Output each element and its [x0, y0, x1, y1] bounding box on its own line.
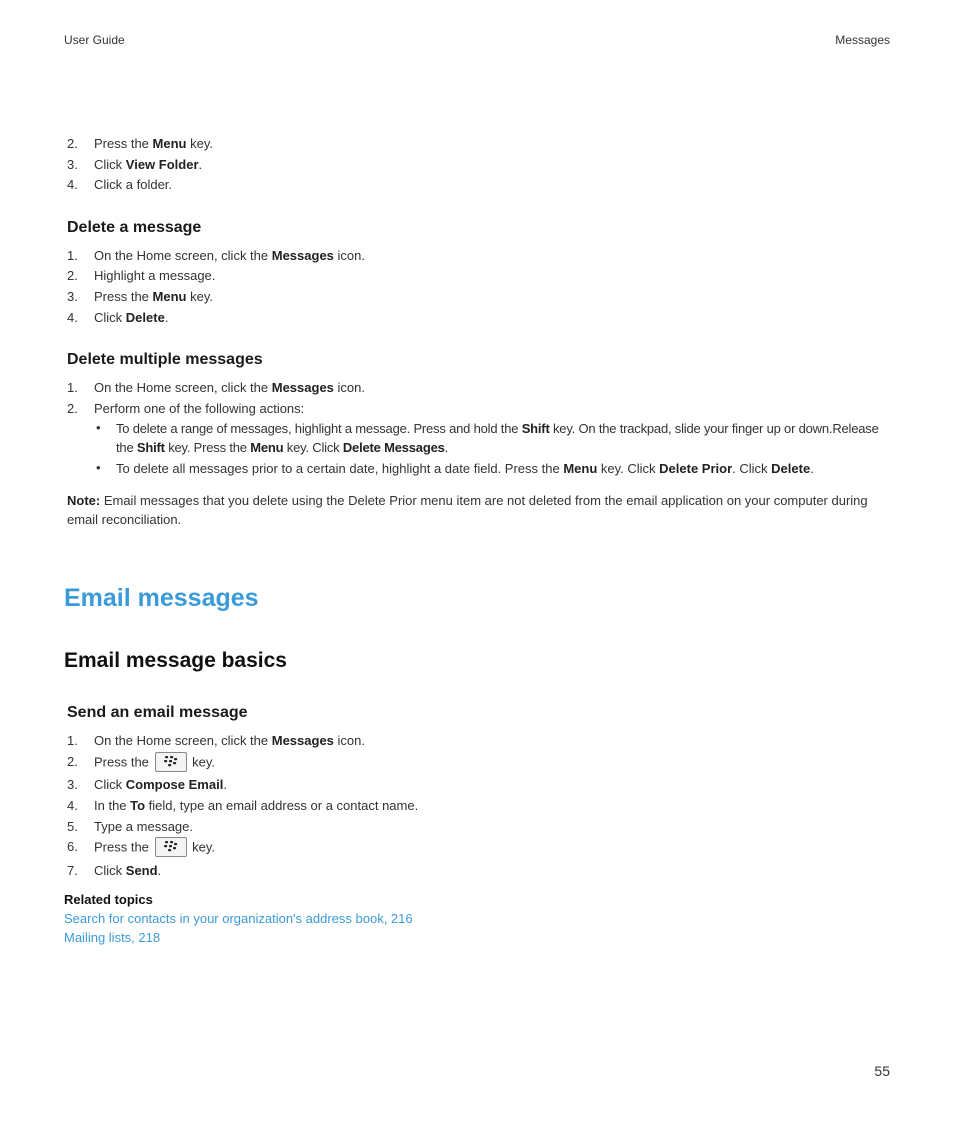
blackberry-menu-key-icon — [155, 837, 187, 857]
subsection-title: Email message basics — [64, 649, 287, 672]
delete-multiple-heading: Delete multiple messages — [67, 351, 263, 368]
note-paragraph: Note: Email messages that you delete using the Delete Prior menu item are not deleted from the email application on your computer during email reconciliation. — [67, 493, 868, 527]
related-link-mailing-lists[interactable]: Mailing lists, 218 — [64, 930, 161, 945]
bullet-item-prior: To delete all messages prior to a certain date, highlight a date field. Press the Menu key. Click Delete Prior. Click Delete. — [116, 461, 814, 476]
bullet-icon: • — [96, 460, 101, 475]
send-email-heading: Send an email message — [67, 704, 248, 721]
bullet-item-range: To delete a range of messages, highlight a message. Press and hold the Shift key. On the trackpad, slide your finger up or down.Release the Shift key. Press the Menu key. Click Delete Messages. — [116, 421, 879, 455]
header-section-title: Messages — [835, 33, 890, 47]
section-title: Email messages — [64, 584, 259, 612]
related-topics-label: Related topics — [64, 892, 153, 907]
note-label: Note: — [67, 493, 101, 508]
delete-message-heading: Delete a message — [67, 219, 202, 236]
header-guide-title: User Guide — [64, 33, 125, 47]
related-link-address-book[interactable]: Search for contacts in your organization's address book, 216 — [64, 911, 413, 926]
bullet-icon: • — [96, 420, 101, 435]
page-number: 55 — [874, 1063, 890, 1079]
blackberry-menu-key-icon — [155, 752, 187, 772]
